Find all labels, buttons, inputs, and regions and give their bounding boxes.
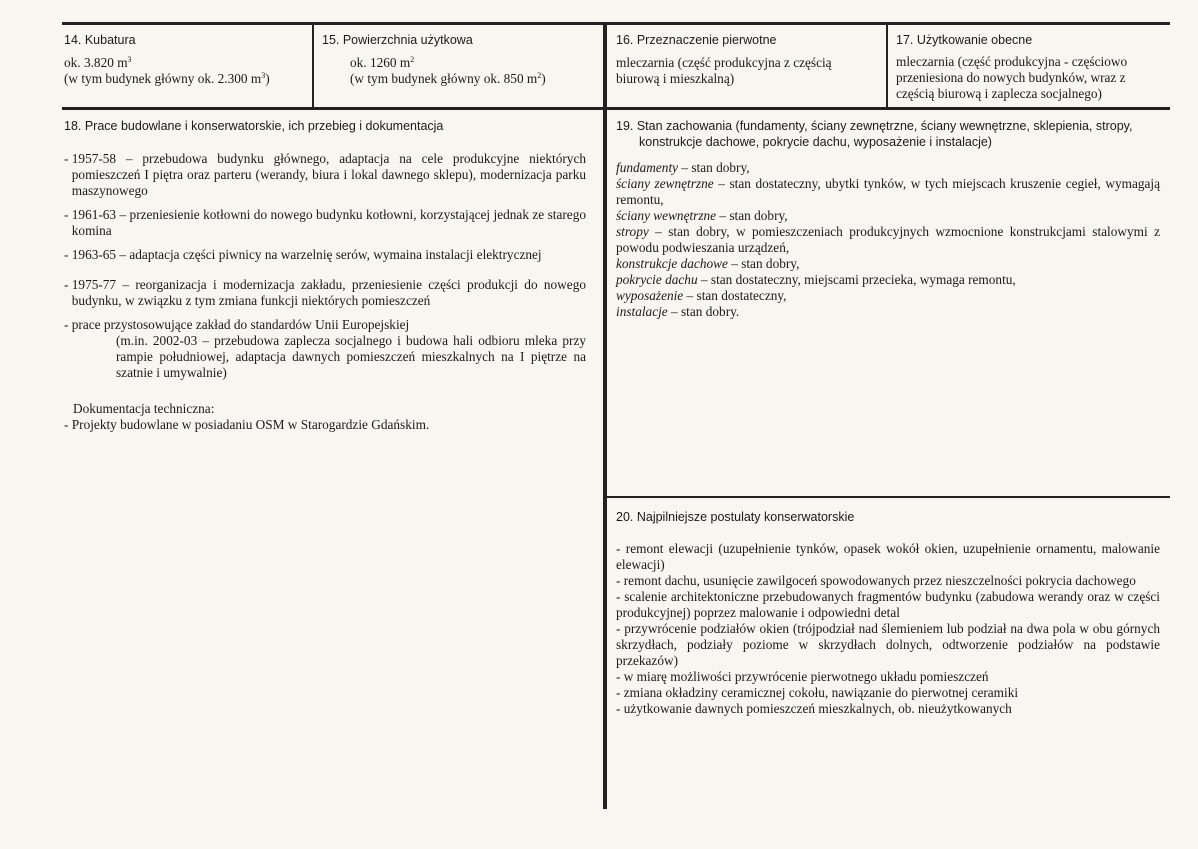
list-item-text: 1975-77 – reorganizacja i modernizacja zakładu, przeniesienie części produkcji do nowego budynku, w związku z tym zmiana funkcji niektórych pomieszczeń [71, 277, 586, 308]
field-14-kubatura [64, 32, 308, 87]
field-15-note [322, 71, 592, 87]
field-16-title: 16. Przeznaczenie pierwotne [616, 33, 777, 47]
field-14-value-sup: 3 [127, 55, 132, 64]
field-14-title: 14. Kubatura [64, 33, 136, 47]
list-item-dash: - [64, 247, 72, 262]
list-item-text: 1957-58 – przebudowa budynku głównego, adaptacja na cele produkcyjne niektórych pomieszczeń I piętra oraz parteru (werandy, biura i lokal dawnego sklepu), modernizacja parku maszynowego [71, 151, 586, 198]
condition-text: – stan dobry, [727, 256, 800, 271]
divider-16-17 [886, 22, 888, 108]
condition-row [616, 176, 1160, 208]
postulate-item: - scalenie architektoniczne przebudowanych fragmentów budynku (zabudowa werandy oraz w części produkcyjnej) poprzez malowanie i odpowiedni detal [616, 589, 1160, 620]
field-14-note-end: ) [265, 71, 270, 86]
condition-text: – stan dostateczny, [683, 288, 787, 303]
field-18-prace [64, 118, 586, 433]
list-item-text: 1963-65 – adaptacja części piwnicy na warzelnię serów, wymaina instalacji elektrycznej [71, 247, 542, 262]
documentation-item: - Projekty budowlane w posiadaniu OSM w Starogardzie Gdańskim. [64, 417, 430, 432]
condition-row [616, 208, 1160, 224]
row-rule-left [62, 107, 603, 110]
list-item-text: 1961-63 – przeniesienie kotłowni do nowego budynku kotłowni, korzystającej jednak ze starego komina [71, 207, 586, 238]
field-14-note [64, 71, 308, 87]
field-20-title: 20. Najpilniejsze postulaty konserwatorskie [616, 510, 855, 524]
condition-text: – stan dobry. [667, 304, 740, 319]
list-item [64, 151, 586, 199]
condition-text: – stan dobry, [678, 160, 750, 175]
documentation-heading: Dokumentacja techniczna: [73, 401, 215, 416]
condition-label: wyposażenie [616, 288, 684, 303]
field-16-przeznaczenie [616, 32, 882, 87]
divider-14-15 [312, 22, 314, 108]
postulate-item: - użytkowanie dawnych pomieszczeń mieszkalnych, ob. nieużytkowanych [616, 701, 1012, 716]
field-15-powierzchnia [322, 32, 592, 87]
condition-row [616, 288, 1160, 304]
postulate-item: - zmiana okładziny ceramicznej cokołu, nawiązanie do pierwotnej ceramiki [616, 685, 1019, 700]
postulate-item: - remont elewacji (uzupełnienie tynków, opasek wokół okien, uzupełnienie ornamentu, malowanie elewacji) [616, 541, 1160, 572]
field-14-value-text: ok. 3.820 m [64, 55, 128, 70]
top-rule-left [62, 22, 603, 25]
condition-text: – stan dostateczny, ubytki tynków, w tych miejscach kruszenie cegieł, wymagają remontu, [616, 176, 1160, 207]
field-15-value-sup: 2 [410, 55, 415, 64]
condition-row [616, 160, 1160, 176]
condition-label: ściany wewnętrzne [616, 208, 717, 223]
condition-row [616, 272, 1160, 288]
field-18-title: 18. Prace budowlane i konserwatorskie, ich przebieg i dokumentacja [64, 119, 444, 133]
eu-standards-detail: (m.in. 2002-03 – przebudowa zaplecza socjalnego i budowa hali odbioru mleka przy rampie południowej, adaptacja dawnych pomieszczeń mieszkalnych na I piętrze na szatnie i umywalnie) [116, 333, 586, 380]
top-rule-right [607, 22, 1170, 25]
condition-row [616, 304, 1160, 320]
field-15-value [322, 55, 592, 71]
field-15-note-sup: 2 [537, 71, 542, 80]
condition-label: stropy [616, 224, 649, 239]
field-17-uzytkowanie [896, 32, 1158, 102]
condition-label: konstrukcje dachowe [616, 256, 728, 271]
condition-label: instalacje [616, 304, 668, 319]
condition-label: fundamenty [616, 160, 679, 175]
condition-list [616, 160, 1160, 320]
condition-row [616, 256, 1160, 272]
postulate-item: - przywrócenie podziałów okien (trójpodział nad ślemieniem lub podział na dwa pola w obu górnych skrzydłach, podziały poziome w skrzydłach dolnych, odtworzenie podziałów na podstawie przekazów) [616, 621, 1160, 668]
field-17-title: 17. Użytkowanie obecne [896, 33, 1033, 47]
postulates-list [616, 541, 1160, 717]
field-15-title: 15. Powierzchnia użytkowa [322, 33, 473, 47]
field-16-line2: biurową i mieszkalną) [616, 71, 735, 86]
field-17-line3: częścią biurową i zaplecza socjalnego) [896, 86, 1102, 101]
field-15-value-text: ok. 1260 m [350, 55, 411, 70]
condition-label: pokrycie dachu [616, 272, 698, 287]
condition-text: – stan dobry, [716, 208, 788, 223]
condition-text: – stan dostateczny, miejscami przecieka, wymaga remontu, [697, 272, 1016, 287]
field-16-line1: mleczarnia (część produkcyjna z częścią [616, 55, 832, 70]
field-19-title-line1: 19. Stan zachowania (fundamenty, ściany zewnętrzne, ściany wewnętrzne, sklepienia, stropy, [616, 119, 1133, 133]
field-19-title-line2: konstrukcje dachowe, pokrycie dachu, wyposażenie i instalacje) [639, 135, 992, 149]
list-item-dash: - [64, 277, 72, 292]
eu-standards-item: - prace przystosowujące zakład do standardów Unii Europejskiej [64, 317, 410, 332]
postulate-item: - remont dachu, usunięcie zawilgoceń spowodowanych przez nieszczelności pokrycia dachowego [616, 573, 1136, 588]
field-14-value [64, 55, 308, 71]
field-14-note-text: (w tym budynek główny ok. 2.300 m [64, 71, 262, 86]
field-18-list [64, 151, 586, 381]
row-rule-right [607, 107, 1170, 110]
divider-19-20 [607, 496, 1170, 498]
list-item [64, 247, 586, 263]
field-14-note-sup: 3 [261, 71, 266, 80]
condition-row [616, 224, 1160, 256]
condition-label: ściany zewnętrzne [616, 176, 714, 191]
field-20-postulaty [616, 509, 1160, 717]
center-divider [603, 22, 607, 809]
field-17-line1: mleczarnia (część produkcyjna - częściowo [896, 54, 1128, 69]
postulate-item: - w miarę możliwości przywrócenie pierwotnego układu pomieszczeń [616, 669, 989, 684]
list-item [64, 277, 586, 309]
list-item [64, 207, 586, 239]
field-15-note-text: (w tym budynek główny ok. 850 m [350, 71, 538, 86]
condition-text: – stan dobry, w pomieszczeniach produkcyjnych wzmocnione konstrukcjami stalowymi z powodu podwieszania urządzeń, [616, 224, 1160, 255]
list-item-dash: - [64, 207, 72, 222]
field-19-stan-zachowania [616, 118, 1160, 320]
field-15-note-end: ) [541, 71, 546, 86]
field-17-line2: przeniesiona do nowych budynków, wraz z [896, 70, 1126, 85]
list-item-dash: - [64, 151, 72, 166]
